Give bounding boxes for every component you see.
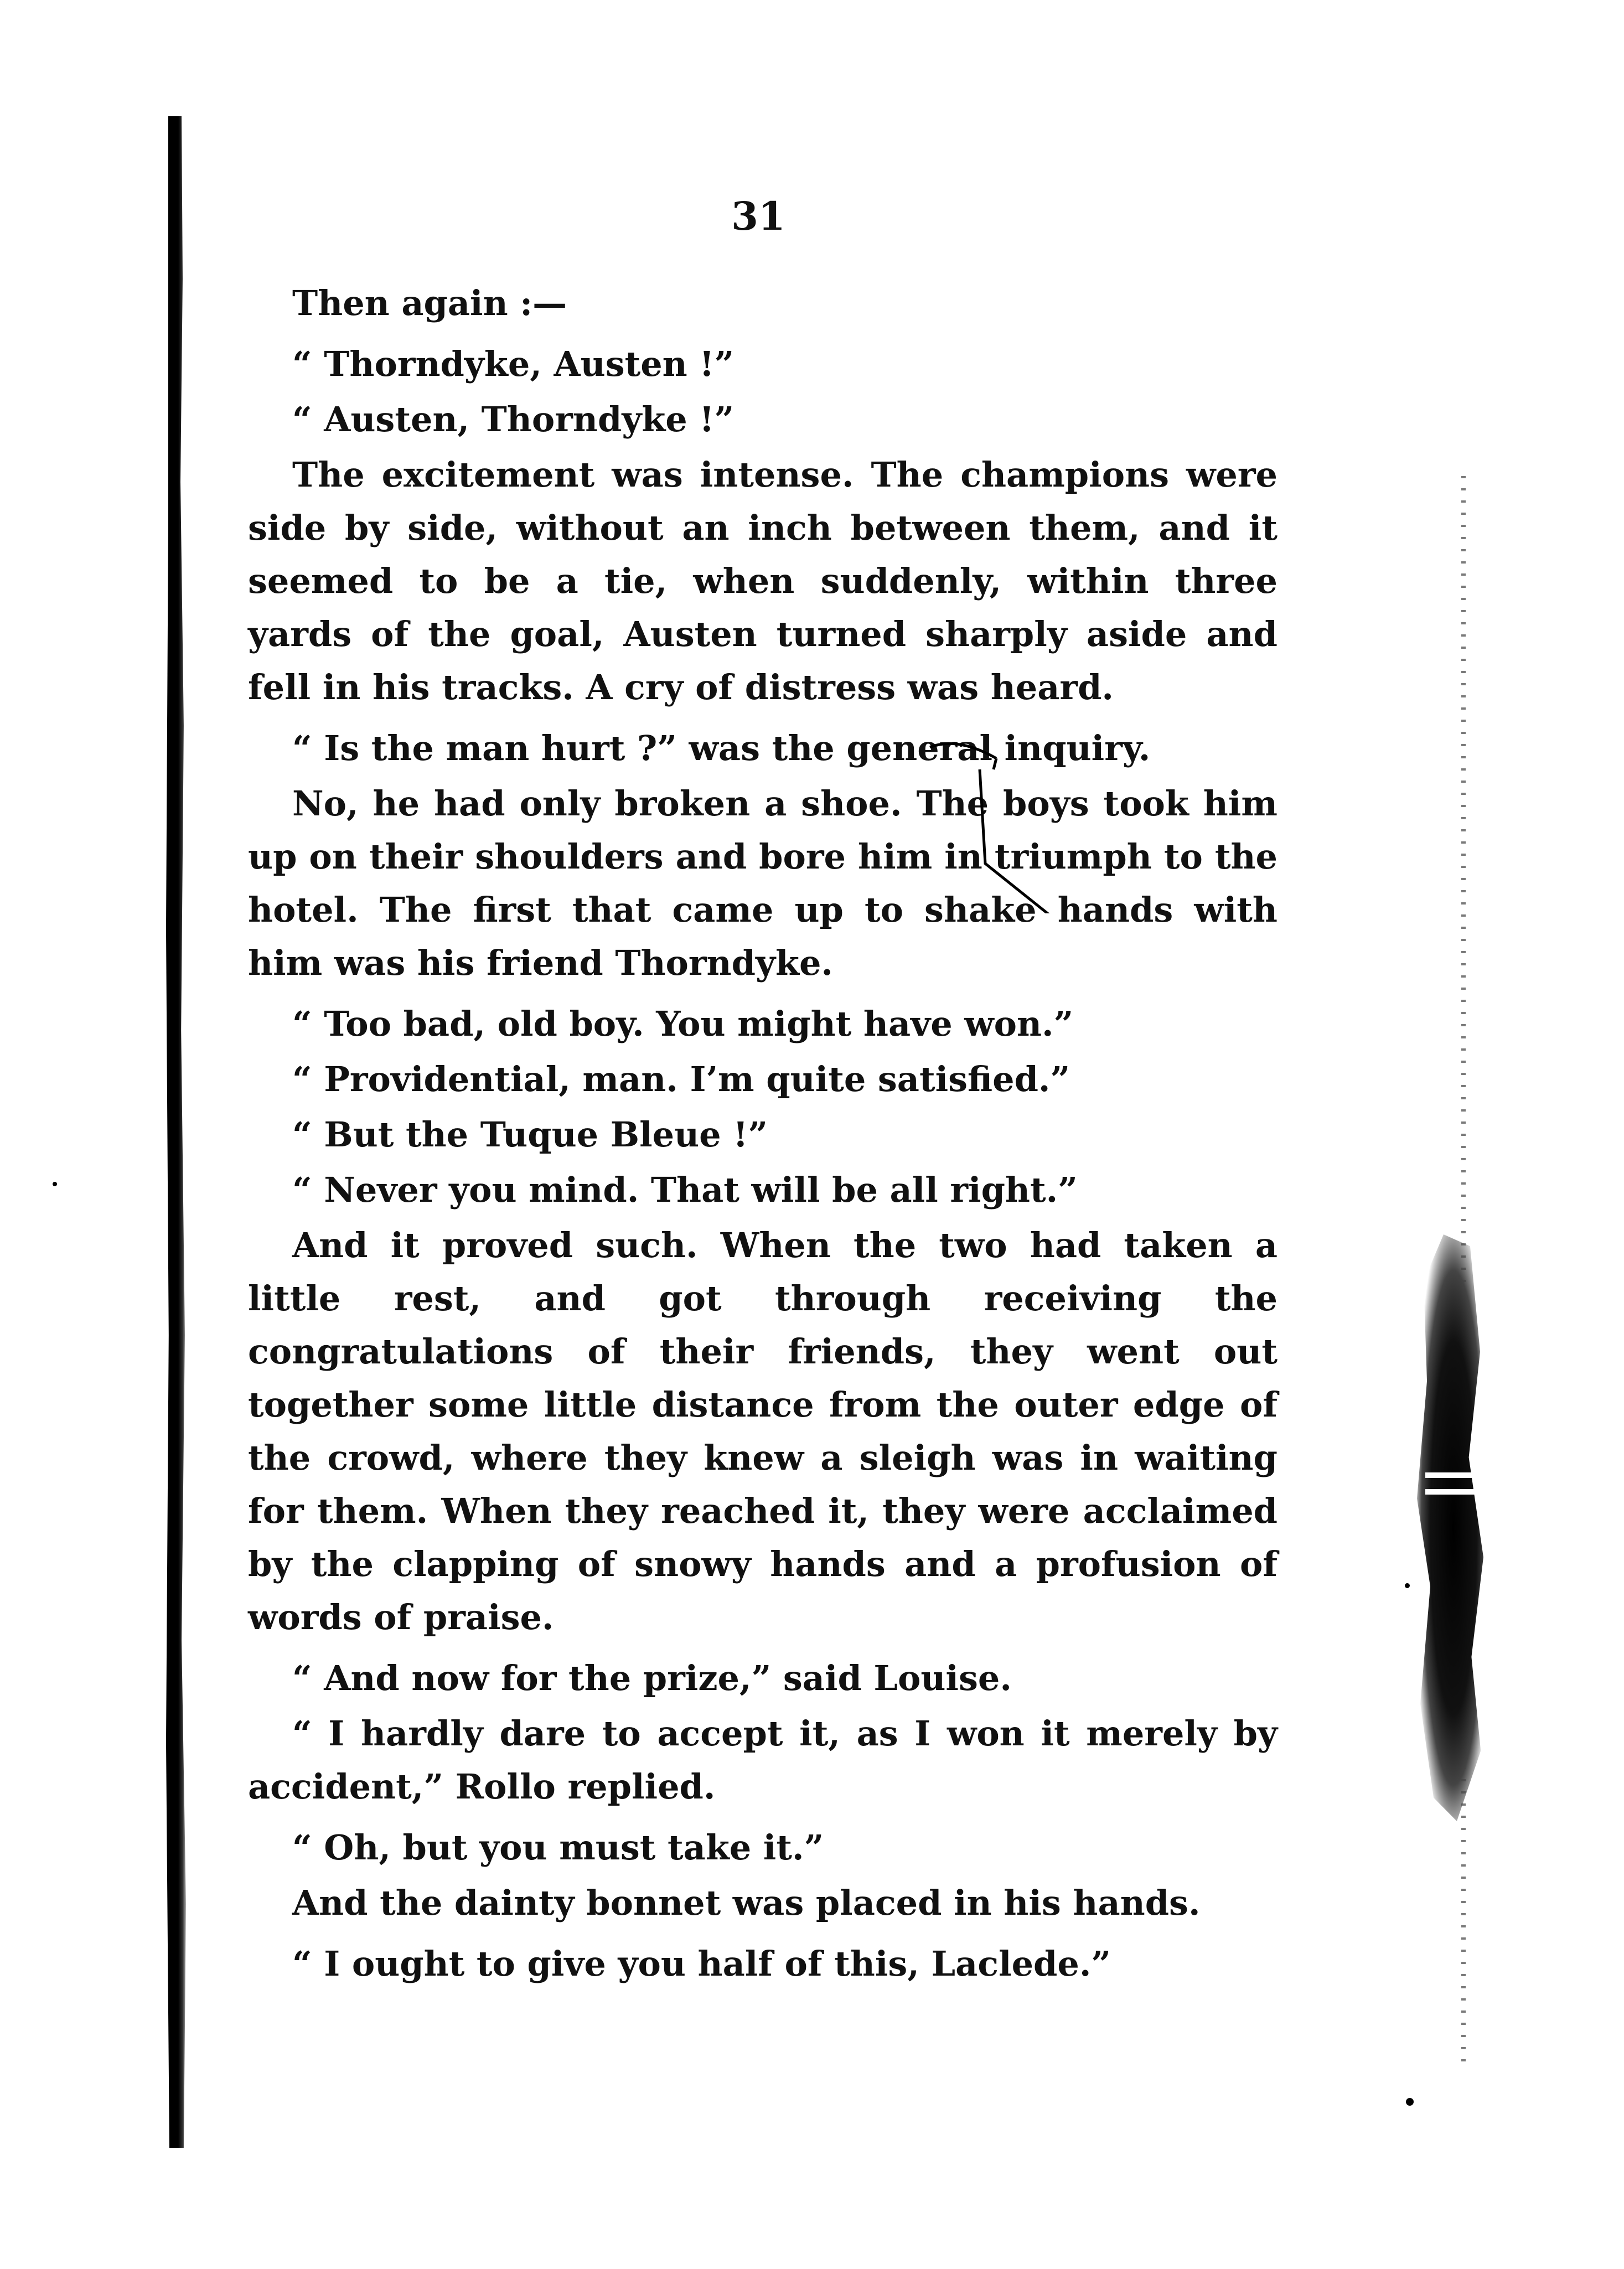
scan-speck [1405,1583,1410,1588]
dialogue-line: “ Providential, man. I’m quite satisfied.” [292,1059,1070,1099]
proof-correction-mark [924,736,1068,913]
page-number: 31 [731,193,785,239]
dialogue-line: “ Oh, but you must take it.” [292,1827,824,1868]
dialogue-line: “ Never you mind. That will be all right.” [292,1170,1078,1210]
dialogue-line: “ But the Tuque Bleue !” [292,1114,768,1155]
dialogue-line: “ Austen, Thorndyke !” [292,399,735,440]
dialogue-line: “ Thorndyke, Austen !” [292,344,735,384]
paragraph: Then again :— [292,283,567,323]
dialogue-line: “ And now for the prize,” said Louise. [292,1658,1012,1698]
dialogue-line: “ Is the man hurt ?” was the general inquiry. [292,728,1151,768]
blot-gap-line [1425,1472,1481,1478]
dialogue-line: “ I ought to give you half of this, Laclede.” [292,1944,1111,1984]
blot-gap-line [1425,1489,1481,1495]
paragraph: “ I hardly dare to accept it, as I won it merely by accident,” Rollo replied. [248,1713,1278,1807]
paragraph: The excitement was intense. The champions were side by side, without an inch between them, and it seemed to be a tie, when suddenly, within three yards of the goal, Austen turned sharply aside and fell in his tracks. A cry of distress was heard. [248,454,1278,707]
scan-speck [1406,2098,1414,2106]
paragraph: And the dainty bonnet was placed in his hands. [292,1883,1201,1923]
scan-speck [53,1182,57,1186]
paragraph: No, he had only broken a shoe. The boys took him up on their shoulders and bore him in triumph to the hotel. The first that came up to shake hands with him was his friend Thorndyke. [248,783,1278,983]
body-text [248,277,1278,1993]
paragraph: And it proved such. When the two had taken a little rest, and got through receiving the congratulations of their friends, they went out together some little distance from the outer edge of the crowd, where they knew a sleigh was in waiting for them. When they reached it, they were acclaimed by the clapping of snowy hands and a profusion of words of praise. [248,1225,1278,1637]
dialogue-line: “ Too bad, old boy. You might have won.” [292,1004,1074,1044]
binding-edge-shadow [166,116,188,2148]
ink-blot-artifact [1417,1234,1483,1821]
